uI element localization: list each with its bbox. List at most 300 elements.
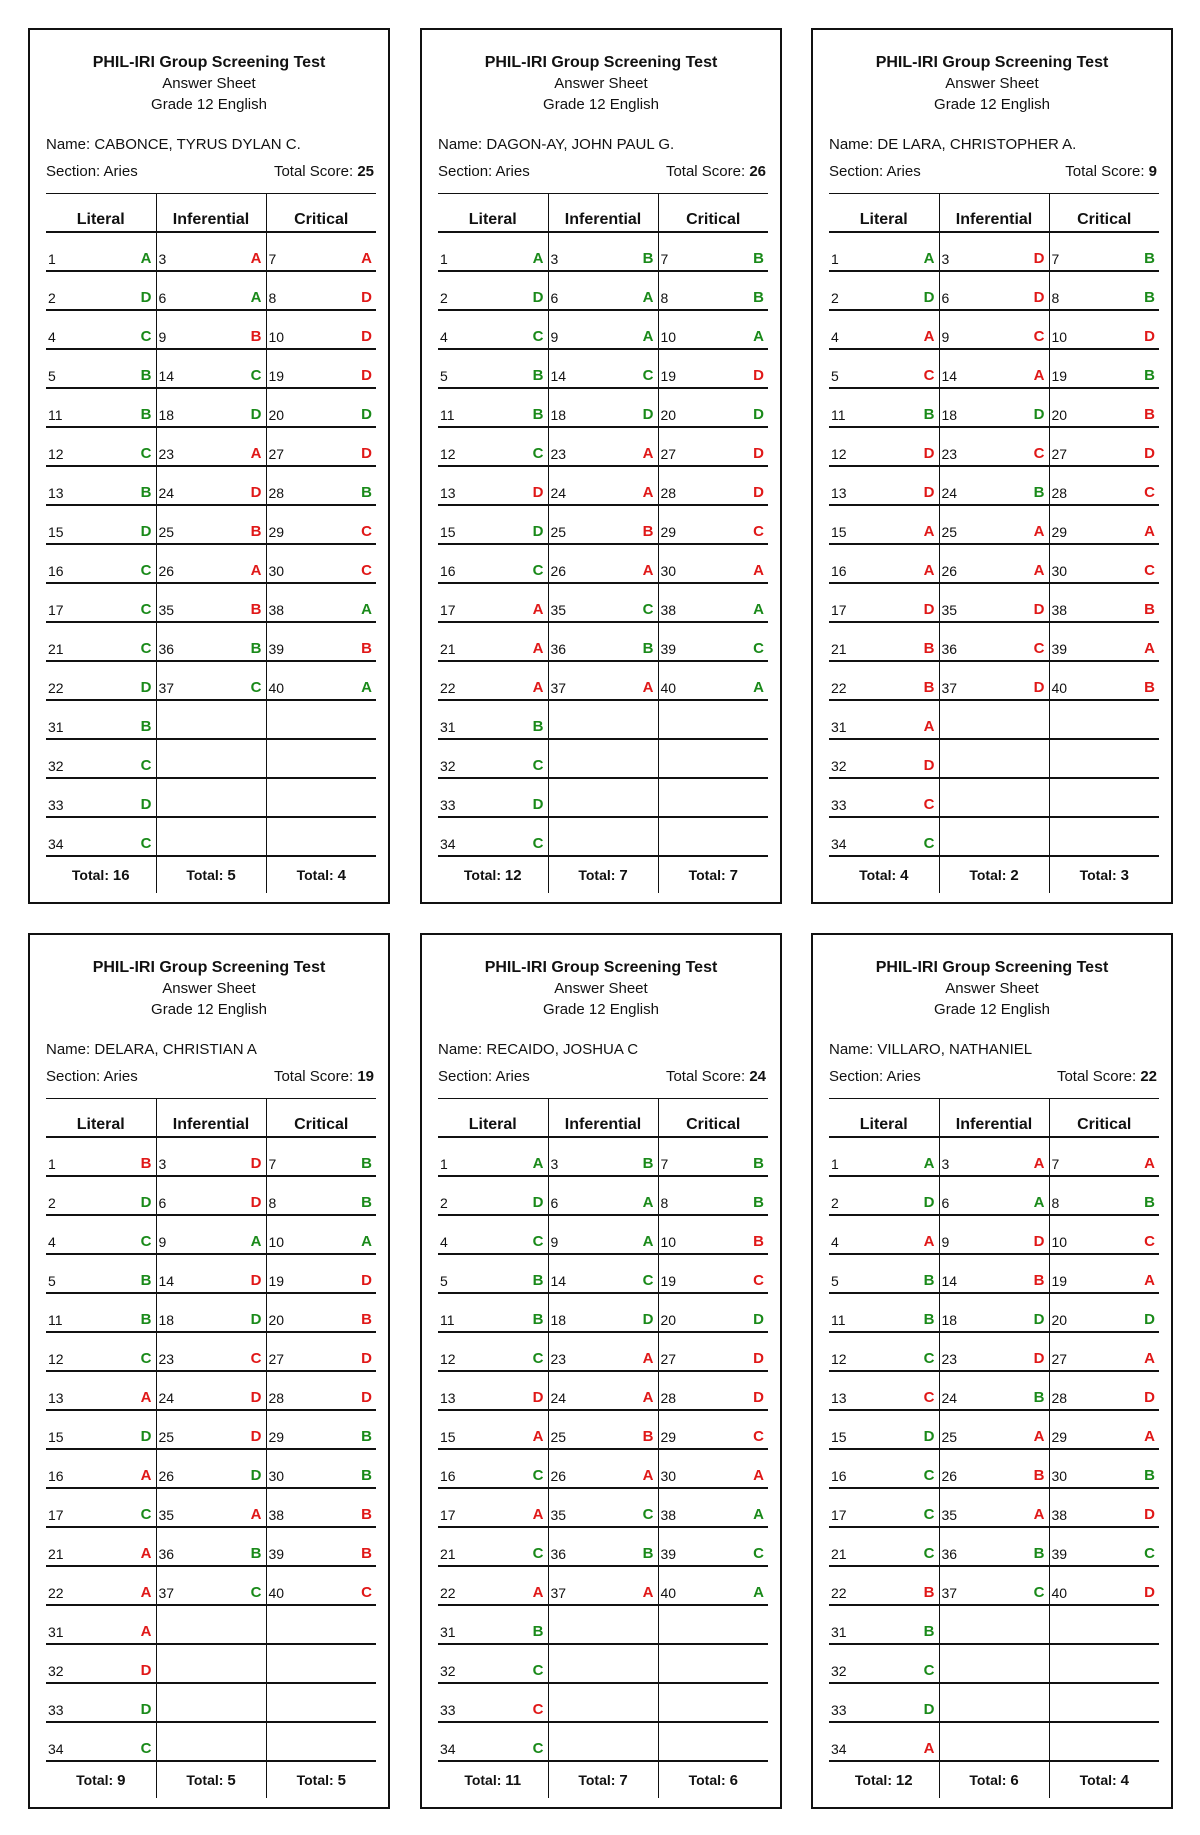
table-row bbox=[46, 466, 376, 505]
inferential-cell bbox=[156, 778, 266, 817]
item-number: 20 bbox=[1051, 1312, 1068, 1328]
item-answer: B bbox=[923, 1272, 935, 1289]
literal-cell bbox=[46, 1488, 156, 1527]
table-row bbox=[829, 1371, 1159, 1410]
critical-cell bbox=[1049, 622, 1159, 661]
critical-cell bbox=[1049, 1371, 1159, 1410]
item-answer: D bbox=[140, 679, 152, 696]
item-answer: A bbox=[753, 328, 764, 345]
critical-cell bbox=[1049, 505, 1159, 544]
item-number: 21 bbox=[831, 641, 847, 657]
item-number: 19 bbox=[1051, 1273, 1068, 1289]
item-answer: A bbox=[361, 1233, 372, 1250]
table-row bbox=[438, 1449, 768, 1488]
grade-label: Grade 12 English bbox=[543, 1001, 659, 1018]
table-row bbox=[829, 700, 1159, 739]
item-answer: B bbox=[361, 1506, 372, 1523]
item-number: 35 bbox=[941, 1507, 958, 1523]
item-answer: D bbox=[923, 289, 935, 306]
item-number: 15 bbox=[440, 1429, 456, 1445]
total-score: Total Score: 22 bbox=[1056, 1068, 1157, 1085]
sheet-subtitle: Answer Sheet bbox=[162, 980, 256, 997]
table-row bbox=[46, 1488, 376, 1527]
literal-cell bbox=[829, 817, 939, 856]
item-answer: A bbox=[1144, 1155, 1155, 1172]
item-number: 36 bbox=[550, 641, 567, 657]
item-number: 5 bbox=[831, 368, 839, 384]
item-number: 24 bbox=[158, 1390, 175, 1406]
item-answer: D bbox=[140, 1701, 152, 1718]
item-answer: B bbox=[1033, 1272, 1045, 1289]
item-answer: D bbox=[1033, 250, 1045, 267]
item-number: 1 bbox=[831, 1156, 839, 1172]
literal-cell bbox=[438, 1722, 548, 1761]
item-number: 18 bbox=[550, 407, 567, 423]
literal-cell bbox=[438, 1488, 548, 1527]
item-number: 9 bbox=[550, 329, 559, 345]
item-number: 15 bbox=[440, 524, 456, 540]
inferential-cell bbox=[939, 1644, 1049, 1683]
answer-sheet bbox=[811, 28, 1173, 904]
item-number: 26 bbox=[158, 563, 175, 579]
table-row bbox=[829, 1644, 1159, 1683]
item-number: 13 bbox=[831, 485, 847, 501]
inferential-cell bbox=[156, 1449, 266, 1488]
item-number: 31 bbox=[831, 719, 847, 735]
table-row bbox=[46, 1722, 376, 1761]
critical-cell bbox=[1049, 1605, 1159, 1644]
literal-cell bbox=[46, 1137, 156, 1176]
inferential-cell bbox=[156, 1410, 266, 1449]
item-number: 10 bbox=[660, 329, 677, 345]
item-answer: B bbox=[140, 484, 152, 501]
item-number: 9 bbox=[941, 329, 950, 345]
critical-cell bbox=[1049, 778, 1159, 817]
inferential-cell bbox=[939, 1215, 1049, 1254]
item-answer: D bbox=[361, 1272, 372, 1289]
item-answer: D bbox=[532, 1389, 544, 1406]
item-answer: C bbox=[1033, 328, 1045, 345]
item-number: 38 bbox=[1051, 602, 1068, 618]
answer-sheet bbox=[811, 933, 1173, 1809]
literal-cell bbox=[829, 1176, 939, 1215]
critical-cell bbox=[658, 1410, 768, 1449]
critical-cell bbox=[658, 1722, 768, 1761]
item-answer: A bbox=[1033, 1194, 1045, 1211]
item-number: 17 bbox=[831, 602, 847, 618]
item-number: 1 bbox=[48, 1156, 56, 1172]
item-number: 20 bbox=[268, 407, 285, 423]
critical-cell bbox=[658, 1371, 768, 1410]
table-row bbox=[438, 1410, 768, 1449]
item-number: 36 bbox=[158, 641, 175, 657]
literal-cell bbox=[46, 1371, 156, 1410]
item-number: 29 bbox=[1051, 524, 1068, 540]
item-answer: A bbox=[923, 328, 935, 345]
literal-cell bbox=[438, 544, 548, 583]
item-answer: B bbox=[532, 1311, 544, 1328]
item-number: 38 bbox=[268, 1507, 285, 1523]
column-header-inferential: Inferential bbox=[939, 1099, 1049, 1138]
item-number: 29 bbox=[268, 524, 285, 540]
table-row bbox=[46, 1683, 376, 1722]
item-answer: C bbox=[1144, 562, 1155, 579]
student-name: Name: VILLARO, NATHANIEL bbox=[829, 1041, 1033, 1058]
critical-cell bbox=[658, 1254, 768, 1293]
literal-cell bbox=[46, 778, 156, 817]
item-number: 16 bbox=[440, 1468, 456, 1484]
table-row bbox=[829, 739, 1159, 778]
item-number: 7 bbox=[268, 1156, 277, 1172]
literal-cell bbox=[438, 700, 548, 739]
critical-cell bbox=[266, 700, 376, 739]
section-label: Section: Aries bbox=[829, 163, 921, 180]
critical-cell bbox=[266, 466, 376, 505]
table-row bbox=[438, 1683, 768, 1722]
item-number: 16 bbox=[440, 563, 456, 579]
item-answer: C bbox=[361, 523, 372, 540]
item-number: 40 bbox=[660, 680, 677, 696]
item-number: 28 bbox=[660, 1390, 677, 1406]
item-answer: C bbox=[1144, 1233, 1155, 1250]
item-answer: C bbox=[140, 328, 152, 345]
item-number: 5 bbox=[440, 368, 448, 384]
critical-cell bbox=[1049, 349, 1159, 388]
inferential-cell bbox=[939, 700, 1049, 739]
inferential-cell bbox=[156, 1215, 266, 1254]
total-score: Total Score: 24 bbox=[665, 1068, 766, 1085]
item-answer: A bbox=[250, 1506, 262, 1523]
literal-cell bbox=[46, 1644, 156, 1683]
column-header-inferential: Inferential bbox=[156, 194, 266, 233]
item-number: 26 bbox=[158, 1468, 175, 1484]
item-answer: D bbox=[250, 1467, 262, 1484]
literal-cell bbox=[46, 1254, 156, 1293]
inferential-cell bbox=[156, 1644, 266, 1683]
inferential-cell bbox=[548, 1215, 658, 1254]
item-number: 32 bbox=[48, 1663, 64, 1679]
item-answer: C bbox=[923, 796, 935, 813]
table-row bbox=[438, 1215, 768, 1254]
item-number: 27 bbox=[1051, 446, 1068, 462]
item-answer: C bbox=[140, 757, 152, 774]
item-answer: A bbox=[923, 562, 935, 579]
critical-cell bbox=[1049, 1215, 1159, 1254]
table-row bbox=[829, 661, 1159, 700]
inferential-cell bbox=[156, 1176, 266, 1215]
item-answer: D bbox=[250, 1194, 262, 1211]
table-row bbox=[829, 778, 1159, 817]
item-answer: A bbox=[361, 601, 372, 618]
item-number: 34 bbox=[440, 836, 456, 852]
inferential-cell bbox=[548, 1176, 658, 1215]
item-number: 5 bbox=[440, 1273, 448, 1289]
section-label: Section: Aries bbox=[46, 163, 138, 180]
literal-cell bbox=[829, 583, 939, 622]
table-row bbox=[829, 388, 1159, 427]
sheet-header bbox=[30, 30, 388, 115]
critical-cell bbox=[658, 1332, 768, 1371]
item-answer: B bbox=[753, 289, 764, 306]
critical-cell bbox=[266, 1410, 376, 1449]
item-number: 14 bbox=[550, 1273, 567, 1289]
item-answer: C bbox=[532, 1545, 544, 1562]
item-number: 9 bbox=[158, 1234, 167, 1250]
inferential-cell bbox=[939, 1449, 1049, 1488]
critical-total: Total: 3 bbox=[1049, 856, 1159, 893]
inferential-cell bbox=[939, 1371, 1049, 1410]
table-row bbox=[829, 1449, 1159, 1488]
critical-cell bbox=[658, 1566, 768, 1605]
answers-table bbox=[438, 193, 768, 893]
item-number: 15 bbox=[831, 524, 847, 540]
item-answer: A bbox=[642, 679, 654, 696]
literal-cell bbox=[438, 1410, 548, 1449]
item-answer: A bbox=[642, 445, 654, 462]
test-title: PHIL-IRI Group Screening Test bbox=[875, 959, 1109, 976]
table-row bbox=[438, 1644, 768, 1683]
literal-cell bbox=[829, 1410, 939, 1449]
item-number: 24 bbox=[941, 1390, 958, 1406]
critical-cell bbox=[1049, 1137, 1159, 1176]
inferential-cell bbox=[548, 505, 658, 544]
item-answer: A bbox=[642, 484, 654, 501]
literal-cell bbox=[46, 1410, 156, 1449]
item-number: 4 bbox=[48, 329, 56, 345]
item-answer: B bbox=[532, 406, 544, 423]
critical-cell bbox=[266, 1293, 376, 1332]
item-number: 40 bbox=[268, 680, 285, 696]
item-number: 36 bbox=[941, 641, 958, 657]
item-answer: B bbox=[753, 1155, 764, 1172]
table-row bbox=[46, 1332, 376, 1371]
item-number: 12 bbox=[831, 1351, 847, 1367]
item-answer: D bbox=[753, 1389, 764, 1406]
item-number: 28 bbox=[660, 485, 677, 501]
item-answer: C bbox=[753, 1272, 764, 1289]
item-answer: D bbox=[923, 1428, 935, 1445]
table-row bbox=[46, 1566, 376, 1605]
critical-cell bbox=[1049, 1644, 1159, 1683]
item-answer: D bbox=[250, 484, 262, 501]
item-answer: A bbox=[140, 250, 152, 267]
item-answer: D bbox=[532, 1194, 544, 1211]
item-number: 19 bbox=[268, 368, 285, 384]
item-number: 2 bbox=[48, 290, 56, 306]
table-row bbox=[438, 1722, 768, 1761]
table-row bbox=[829, 1488, 1159, 1527]
totals-row bbox=[46, 1761, 376, 1798]
item-number: 16 bbox=[48, 563, 64, 579]
inferential-cell bbox=[548, 427, 658, 466]
item-number: 7 bbox=[660, 251, 669, 267]
item-answer: C bbox=[140, 601, 152, 618]
item-number: 33 bbox=[440, 797, 456, 813]
critical-cell bbox=[266, 349, 376, 388]
literal-cell bbox=[438, 310, 548, 349]
item-answer: B bbox=[923, 1311, 935, 1328]
literal-cell bbox=[46, 1722, 156, 1761]
item-number: 37 bbox=[158, 1585, 175, 1601]
item-answer: C bbox=[642, 367, 654, 384]
item-number: 36 bbox=[550, 1546, 567, 1562]
item-answer: D bbox=[1033, 601, 1045, 618]
inferential-cell bbox=[939, 622, 1049, 661]
literal-cell bbox=[438, 427, 548, 466]
item-answer: B bbox=[642, 640, 654, 657]
inferential-cell bbox=[548, 1683, 658, 1722]
critical-cell bbox=[658, 310, 768, 349]
critical-cell bbox=[1049, 739, 1159, 778]
sheet-subtitle: Answer Sheet bbox=[162, 75, 256, 92]
item-number: 31 bbox=[48, 719, 64, 735]
literal-cell bbox=[829, 427, 939, 466]
item-number: 14 bbox=[941, 1273, 958, 1289]
item-answer: B bbox=[361, 640, 372, 657]
item-answer: D bbox=[532, 289, 544, 306]
inferential-cell bbox=[156, 466, 266, 505]
literal-cell bbox=[46, 622, 156, 661]
table-row bbox=[438, 739, 768, 778]
inferential-cell bbox=[939, 739, 1049, 778]
column-header-literal: Literal bbox=[438, 194, 548, 233]
item-answer: A bbox=[642, 1467, 654, 1484]
inferential-cell bbox=[939, 349, 1049, 388]
item-number: 3 bbox=[550, 1156, 559, 1172]
critical-cell bbox=[1049, 232, 1159, 271]
section-label: Section: Aries bbox=[829, 1068, 921, 1085]
critical-total: Total: 4 bbox=[1049, 1761, 1159, 1798]
item-number: 3 bbox=[941, 1156, 950, 1172]
literal-cell bbox=[438, 388, 548, 427]
literal-cell bbox=[438, 1137, 548, 1176]
item-answer: B bbox=[361, 1194, 372, 1211]
table-row bbox=[438, 1293, 768, 1332]
section-label: Section: Aries bbox=[46, 1068, 138, 1085]
item-number: 23 bbox=[158, 446, 175, 462]
totals-row bbox=[438, 1761, 768, 1798]
item-number: 39 bbox=[660, 1546, 677, 1562]
item-number: 38 bbox=[660, 602, 677, 618]
table-row bbox=[46, 271, 376, 310]
column-header-inferential: Inferential bbox=[156, 1099, 266, 1138]
item-answer: D bbox=[250, 406, 262, 423]
literal-cell bbox=[829, 1137, 939, 1176]
critical-cell bbox=[1049, 544, 1159, 583]
answers-table bbox=[829, 1098, 1159, 1798]
item-number: 7 bbox=[1051, 1156, 1060, 1172]
column-header-literal: Literal bbox=[46, 1099, 156, 1138]
item-answer: C bbox=[923, 367, 935, 384]
item-answer: B bbox=[1144, 250, 1155, 267]
inferential-total: Total: 7 bbox=[548, 1761, 658, 1798]
table-row bbox=[46, 1371, 376, 1410]
item-answer: D bbox=[1144, 445, 1155, 462]
item-number: 6 bbox=[158, 290, 167, 306]
critical-cell bbox=[266, 1722, 376, 1761]
table-row bbox=[46, 544, 376, 583]
literal-cell bbox=[46, 1449, 156, 1488]
inferential-cell bbox=[939, 817, 1049, 856]
table-row bbox=[829, 622, 1159, 661]
item-answer: B bbox=[250, 601, 262, 618]
column-header-literal: Literal bbox=[46, 194, 156, 233]
item-answer: A bbox=[1144, 1350, 1155, 1367]
item-answer: B bbox=[753, 1194, 764, 1211]
literal-total: Total: 4 bbox=[859, 866, 909, 884]
answers-table bbox=[438, 1098, 768, 1798]
item-number: 22 bbox=[440, 1585, 456, 1601]
critical-cell bbox=[266, 388, 376, 427]
critical-cell bbox=[1049, 1722, 1159, 1761]
totals-row bbox=[438, 856, 768, 893]
item-number: 17 bbox=[48, 1507, 64, 1523]
item-answer: B bbox=[642, 523, 654, 540]
inferential-cell bbox=[939, 232, 1049, 271]
item-answer: D bbox=[532, 523, 544, 540]
table-row bbox=[829, 1722, 1159, 1761]
item-number: 10 bbox=[660, 1234, 677, 1250]
literal-cell bbox=[438, 1176, 548, 1215]
item-answer: C bbox=[923, 1506, 935, 1523]
item-number: 8 bbox=[268, 290, 277, 306]
critical-cell bbox=[266, 1332, 376, 1371]
item-answer: D bbox=[250, 1428, 262, 1445]
item-answer: C bbox=[753, 523, 764, 540]
item-number: 27 bbox=[1051, 1351, 1068, 1367]
item-number: 16 bbox=[831, 563, 847, 579]
student-name: Name: DELARA, CHRISTIAN A bbox=[46, 1041, 257, 1058]
item-answer: C bbox=[532, 835, 544, 852]
item-answer: D bbox=[753, 406, 764, 423]
sheet-header bbox=[813, 30, 1171, 115]
item-answer: C bbox=[642, 1506, 654, 1523]
item-answer: B bbox=[1033, 484, 1045, 501]
inferential-cell bbox=[548, 661, 658, 700]
table-row bbox=[46, 1449, 376, 1488]
item-answer: A bbox=[532, 1584, 544, 1601]
item-answer: D bbox=[361, 328, 372, 345]
item-number: 40 bbox=[1051, 680, 1068, 696]
critical-cell bbox=[658, 349, 768, 388]
item-answer: A bbox=[642, 1584, 654, 1601]
item-number: 24 bbox=[158, 485, 175, 501]
totals-row bbox=[829, 856, 1159, 893]
inferential-cell bbox=[939, 1137, 1049, 1176]
critical-cell bbox=[658, 739, 768, 778]
item-number: 28 bbox=[268, 1390, 285, 1406]
item-answer: B bbox=[361, 1311, 372, 1328]
item-answer: C bbox=[250, 367, 262, 384]
critical-cell bbox=[1049, 427, 1159, 466]
literal-cell bbox=[829, 1488, 939, 1527]
item-number: 39 bbox=[660, 641, 677, 657]
table-row bbox=[438, 1605, 768, 1644]
item-answer: A bbox=[532, 601, 544, 618]
item-answer: A bbox=[753, 562, 764, 579]
critical-total: Total: 6 bbox=[658, 1761, 768, 1798]
item-answer: B bbox=[140, 1272, 152, 1289]
item-answer: D bbox=[642, 406, 654, 423]
inferential-total: Total: 5 bbox=[156, 1761, 266, 1798]
item-answer: D bbox=[1144, 1584, 1155, 1601]
literal-cell bbox=[438, 817, 548, 856]
sheet-header bbox=[422, 935, 780, 1020]
critical-cell bbox=[266, 1176, 376, 1215]
inferential-cell bbox=[939, 466, 1049, 505]
item-number: 30 bbox=[660, 1468, 677, 1484]
literal-cell bbox=[438, 1293, 548, 1332]
